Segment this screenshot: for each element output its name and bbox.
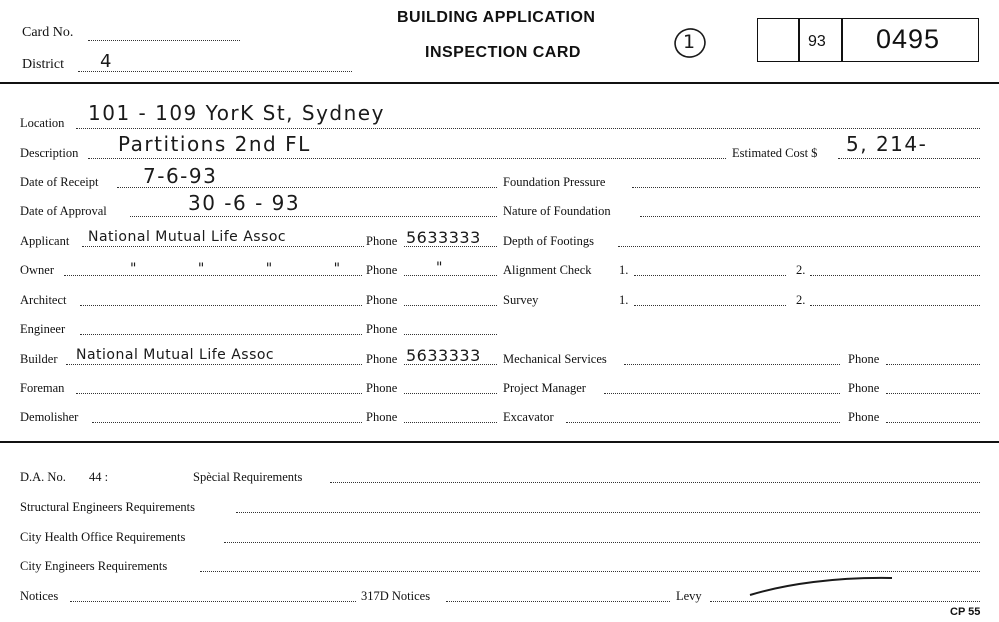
project-manager-phone-label: Phone — [848, 381, 880, 395]
foreman-field[interactable] — [76, 393, 362, 394]
owner-phone-field[interactable] — [404, 275, 497, 276]
circled-mark: 1 — [672, 26, 708, 60]
engineer-phone-label: Phone — [366, 322, 398, 336]
applicant-phone-value: 5633333 — [406, 228, 481, 247]
header-divider — [0, 82, 999, 84]
estimated-cost-value: 5, 214- — [846, 132, 928, 156]
title-line2: INSPECTION CARD — [425, 44, 581, 61]
estimated-cost-field[interactable] — [838, 158, 980, 159]
architect-field[interactable] — [80, 305, 362, 306]
date-approval-field[interactable] — [130, 216, 497, 217]
depth-footings-label: Depth of Footings — [503, 234, 594, 248]
description-field[interactable] — [88, 158, 726, 159]
estimated-cost-label: Estimated Cost $ — [732, 146, 818, 160]
foundation-pressure-label: Foundation Pressure — [503, 175, 606, 189]
survey-1-label: 1. — [619, 293, 629, 307]
notices-label: Notices — [20, 589, 59, 603]
demolisher-field[interactable] — [92, 422, 362, 423]
foreman-label: Foreman — [20, 381, 65, 395]
survey-2-field[interactable] — [810, 305, 980, 306]
city-health-field[interactable] — [224, 542, 980, 543]
architect-phone-field[interactable] — [404, 305, 497, 306]
levy-pen-stroke — [746, 574, 896, 598]
box-divider-2 — [841, 18, 843, 62]
applicant-value: National Mutual Life Assoc — [88, 229, 287, 245]
year-code: 93 — [808, 33, 826, 50]
card-number-box — [757, 18, 979, 62]
excavator-phone-field[interactable] — [886, 422, 980, 423]
district-value: 4 — [100, 51, 113, 72]
survey-label: Survey — [503, 293, 539, 307]
owner-phone-value: " — [436, 260, 443, 276]
nature-foundation-field[interactable] — [640, 216, 980, 217]
project-manager-field[interactable] — [604, 393, 840, 394]
title-line1: BUILDING APPLICATION — [397, 9, 596, 26]
date-approval-label: Date of Approval — [20, 204, 107, 218]
location-value: 101 - 109 YorK St, Sydney — [88, 101, 385, 125]
foundation-pressure-field[interactable] — [632, 187, 980, 188]
date-receipt-value: 7-6-93 — [143, 164, 218, 188]
card-no-field[interactable] — [88, 40, 240, 41]
applicant-label: Applicant — [20, 234, 70, 248]
engineer-phone-field[interactable] — [404, 334, 497, 335]
description-label: Description — [20, 146, 79, 160]
details-divider — [0, 441, 999, 443]
builder-value: National Mutual Life Assoc — [76, 347, 275, 363]
excavator-field[interactable] — [566, 422, 840, 423]
da-no-label: D.A. No. — [20, 470, 66, 484]
location-field[interactable] — [76, 128, 980, 129]
alignment-1-field[interactable] — [634, 275, 786, 276]
demolisher-label: Demolisher — [20, 410, 79, 424]
demolisher-phone-label: Phone — [366, 410, 398, 424]
alignment-2-field[interactable] — [810, 275, 980, 276]
da-no-value: 44 : — [89, 470, 109, 484]
project-manager-phone-field[interactable] — [886, 393, 980, 394]
form-code: CP 55 — [950, 606, 981, 618]
foreman-phone-label: Phone — [366, 381, 398, 395]
project-manager-label: Project Manager — [503, 381, 586, 395]
notices-317d-label: 317D Notices — [361, 589, 431, 603]
excavator-phone-label: Phone — [848, 410, 880, 424]
box-divider-1 — [798, 18, 800, 62]
levy-field[interactable] — [710, 601, 980, 602]
builder-phone-label: Phone — [366, 352, 398, 366]
mechanical-services-field[interactable] — [624, 364, 840, 365]
demolisher-phone-field[interactable] — [404, 422, 497, 423]
city-engineers-field[interactable] — [200, 571, 980, 572]
excavator-label: Excavator — [503, 410, 554, 424]
architect-label: Architect — [20, 293, 67, 307]
builder-phone-value: 5633333 — [406, 346, 481, 365]
applicant-phone-label: Phone — [366, 234, 398, 248]
alignment-2-label: 2. — [796, 263, 806, 277]
survey-1-field[interactable] — [634, 305, 786, 306]
alignment-1-label: 1. — [619, 263, 629, 277]
card-number: 0495 — [876, 24, 941, 54]
builder-label: Builder — [20, 352, 58, 366]
district-label: District — [22, 57, 64, 72]
levy-label: Levy — [676, 589, 702, 603]
card-no-label: Card No. — [22, 25, 74, 40]
engineer-label: Engineer — [20, 322, 66, 336]
city-engineers-label: City Engineers Requirements — [20, 559, 168, 573]
foreman-phone-field[interactable] — [404, 393, 497, 394]
description-value: Partitions 2nd FL — [118, 132, 311, 156]
alignment-check-label: Alignment Check — [503, 263, 592, 277]
engineer-field[interactable] — [80, 334, 362, 335]
architect-phone-label: Phone — [366, 293, 398, 307]
owner-value: " " " " — [130, 261, 341, 277]
structural-requirements-field[interactable] — [236, 512, 980, 513]
date-receipt-label: Date of Receipt — [20, 175, 99, 189]
special-requirements-field[interactable] — [330, 482, 980, 483]
survey-2-label: 2. — [796, 293, 806, 307]
owner-label: Owner — [20, 263, 55, 277]
mechanical-services-label: Mechanical Services — [503, 352, 607, 366]
district-field[interactable] — [78, 71, 352, 72]
notices-field[interactable] — [70, 601, 356, 602]
special-requirements-label: Spècial Requirements — [193, 470, 303, 484]
structural-requirements-label: Structural Engineers Requirements — [20, 500, 195, 514]
depth-footings-field[interactable] — [618, 246, 980, 247]
date-approval-value: 30 -6 - 93 — [188, 191, 301, 215]
city-health-label: City Health Office Requirements — [20, 530, 186, 544]
notices-317d-field[interactable] — [446, 601, 670, 602]
nature-foundation-label: Nature of Foundation — [503, 204, 611, 218]
location-label: Location — [20, 116, 65, 130]
mechanical-phone-label: Phone — [848, 352, 880, 366]
owner-phone-label: Phone — [366, 263, 398, 277]
mechanical-phone-field[interactable] — [886, 364, 980, 365]
